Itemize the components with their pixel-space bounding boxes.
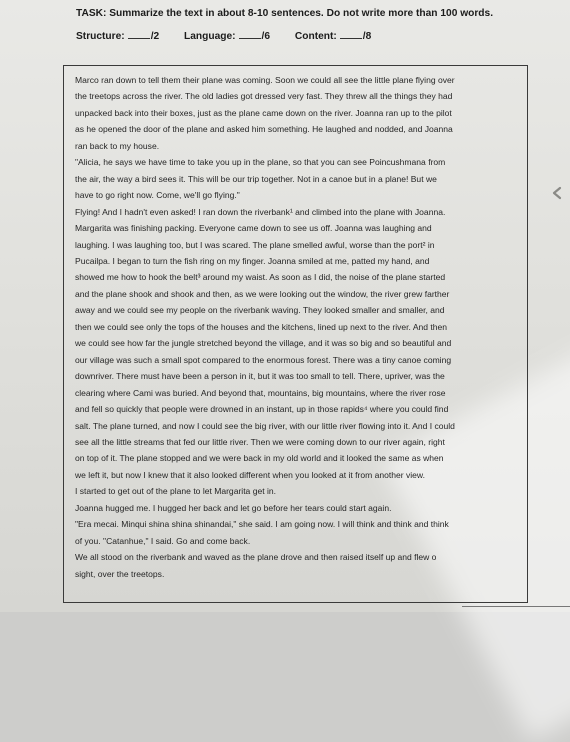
text-line: Pucailpa. I began to turn the fish ring on my finger. Joanna smiled at me, patted my hand, and <box>75 255 430 266</box>
rubric-structure-label: Structure: <box>76 31 125 42</box>
text-line: Margarita was finishing packing. Everyone came down to see us off. Joanna was laughing and <box>75 223 432 234</box>
text-line: "Alicia, he says we have time to take you up in the plane, so that you can see Poincushmana from <box>75 157 446 168</box>
text-line: clearing where Cami was buried. And beyond that, mountains, big mountains, where the river rose <box>75 387 446 398</box>
rubric-structure-blank <box>128 29 150 39</box>
text-line: Marco ran down to tell them their plane was coming. Soon we could all see the little plane flying over <box>75 75 455 85</box>
text-line: unpacked back into their boxes, just as the plane came down on the river. Joanna ran up to the pilot <box>75 107 452 118</box>
margin-arrow-icon <box>550 186 564 200</box>
text-line: We all stood on the riverbank and waved as the plane drove and then raised itself up and flew o <box>75 552 437 563</box>
rubric-content-blank <box>340 29 362 39</box>
story-text <box>75 72 515 582</box>
text-line: the treetops across the river. The old ladies got dressed very fast. They threw all the things they had <box>75 91 453 102</box>
text-line: see all the little streams that fed our little river. Then we were coming down to our river again, right <box>75 436 445 447</box>
task-instruction: TASK: Summarize the text in about 8-10 sentences. Do not write more than 100 words. <box>76 8 494 19</box>
page-edge-line <box>462 606 570 607</box>
scoring-rubric <box>76 29 371 42</box>
text-line: our village was such a small spot compared to the enormous forest. There was a tiny canoe coming <box>75 354 452 365</box>
text-line: the air, the way a bird sees it. This will be our trip together. Not in a canoe but in a plane! But we <box>75 173 437 184</box>
text-line: ran back to my house. <box>75 140 160 151</box>
text-line: then we could see only the tops of the houses and the kitchens, lined up next to the river. And then <box>75 321 448 332</box>
text-line: I started to get out of the plane to let Margarita get in. <box>75 486 276 497</box>
text-line: we could see how far the jungle stretched beyond the village, and it was so big and so beautiful and <box>75 338 452 349</box>
text-line: and fell so quickly that people were drowned in an instant, up in those rapids⁴ where you could find <box>75 404 449 415</box>
text-line: "Era mecai. Minqui shina shina shinandai," she said. I am going now. I will think and think and think <box>75 519 449 530</box>
rubric-content-label: Content: <box>294 31 337 42</box>
rubric-language-max: /6 <box>261 31 271 42</box>
text-line: laughing. I was laughing too, but I was scared. The plane smelled awful, worse than the port² in <box>75 239 435 250</box>
text-line: showed me how to hook the belt³ around my waist. As soon as I did, the noise of the plane started <box>75 272 446 283</box>
text-line: salt. The plane turned, and now I could see the big river, with our little river flowing into it. And I could <box>75 420 455 431</box>
text-line: downriver. There must have been a person in it, but it was too small to tell. There, upriver, was the <box>75 371 445 382</box>
text-line: as he opened the door of the plane and asked him something. He laughed and nodded, and Joanna <box>75 124 453 135</box>
text-line: away and we could see my people on the riverbank waving. They looked smaller and smaller, and <box>75 305 445 316</box>
rubric-structure-max: /2 <box>150 31 160 42</box>
text-line: sight, over the treetops. <box>75 568 165 579</box>
rubric-content-max: /8 <box>362 31 372 42</box>
text-line: have to go right now. Come, we'll go flying." <box>75 190 240 201</box>
rubric-language-blank <box>239 29 261 39</box>
text-line: Flying! And I hadn't even asked! I ran down the riverbank¹ and climbed into the plane with Joanna. <box>75 206 446 217</box>
text-line: Joanna hugged me. I hugged her back and let go before her tears could start again. <box>75 502 392 513</box>
text-line: and the plane shook and shook and then, as we were looking out the window, the river grew farther <box>75 288 450 299</box>
text-line: on top of it. The plane stopped and we were back in my old world and it looked the same as when <box>75 453 444 464</box>
text-line: we left it, but now I knew that it also looked different when you looked at it from another view. <box>75 469 425 480</box>
rubric-language-label: Language: <box>184 31 236 42</box>
text-line: of you. "Catanhue," I said. Go and come back. <box>75 535 251 546</box>
